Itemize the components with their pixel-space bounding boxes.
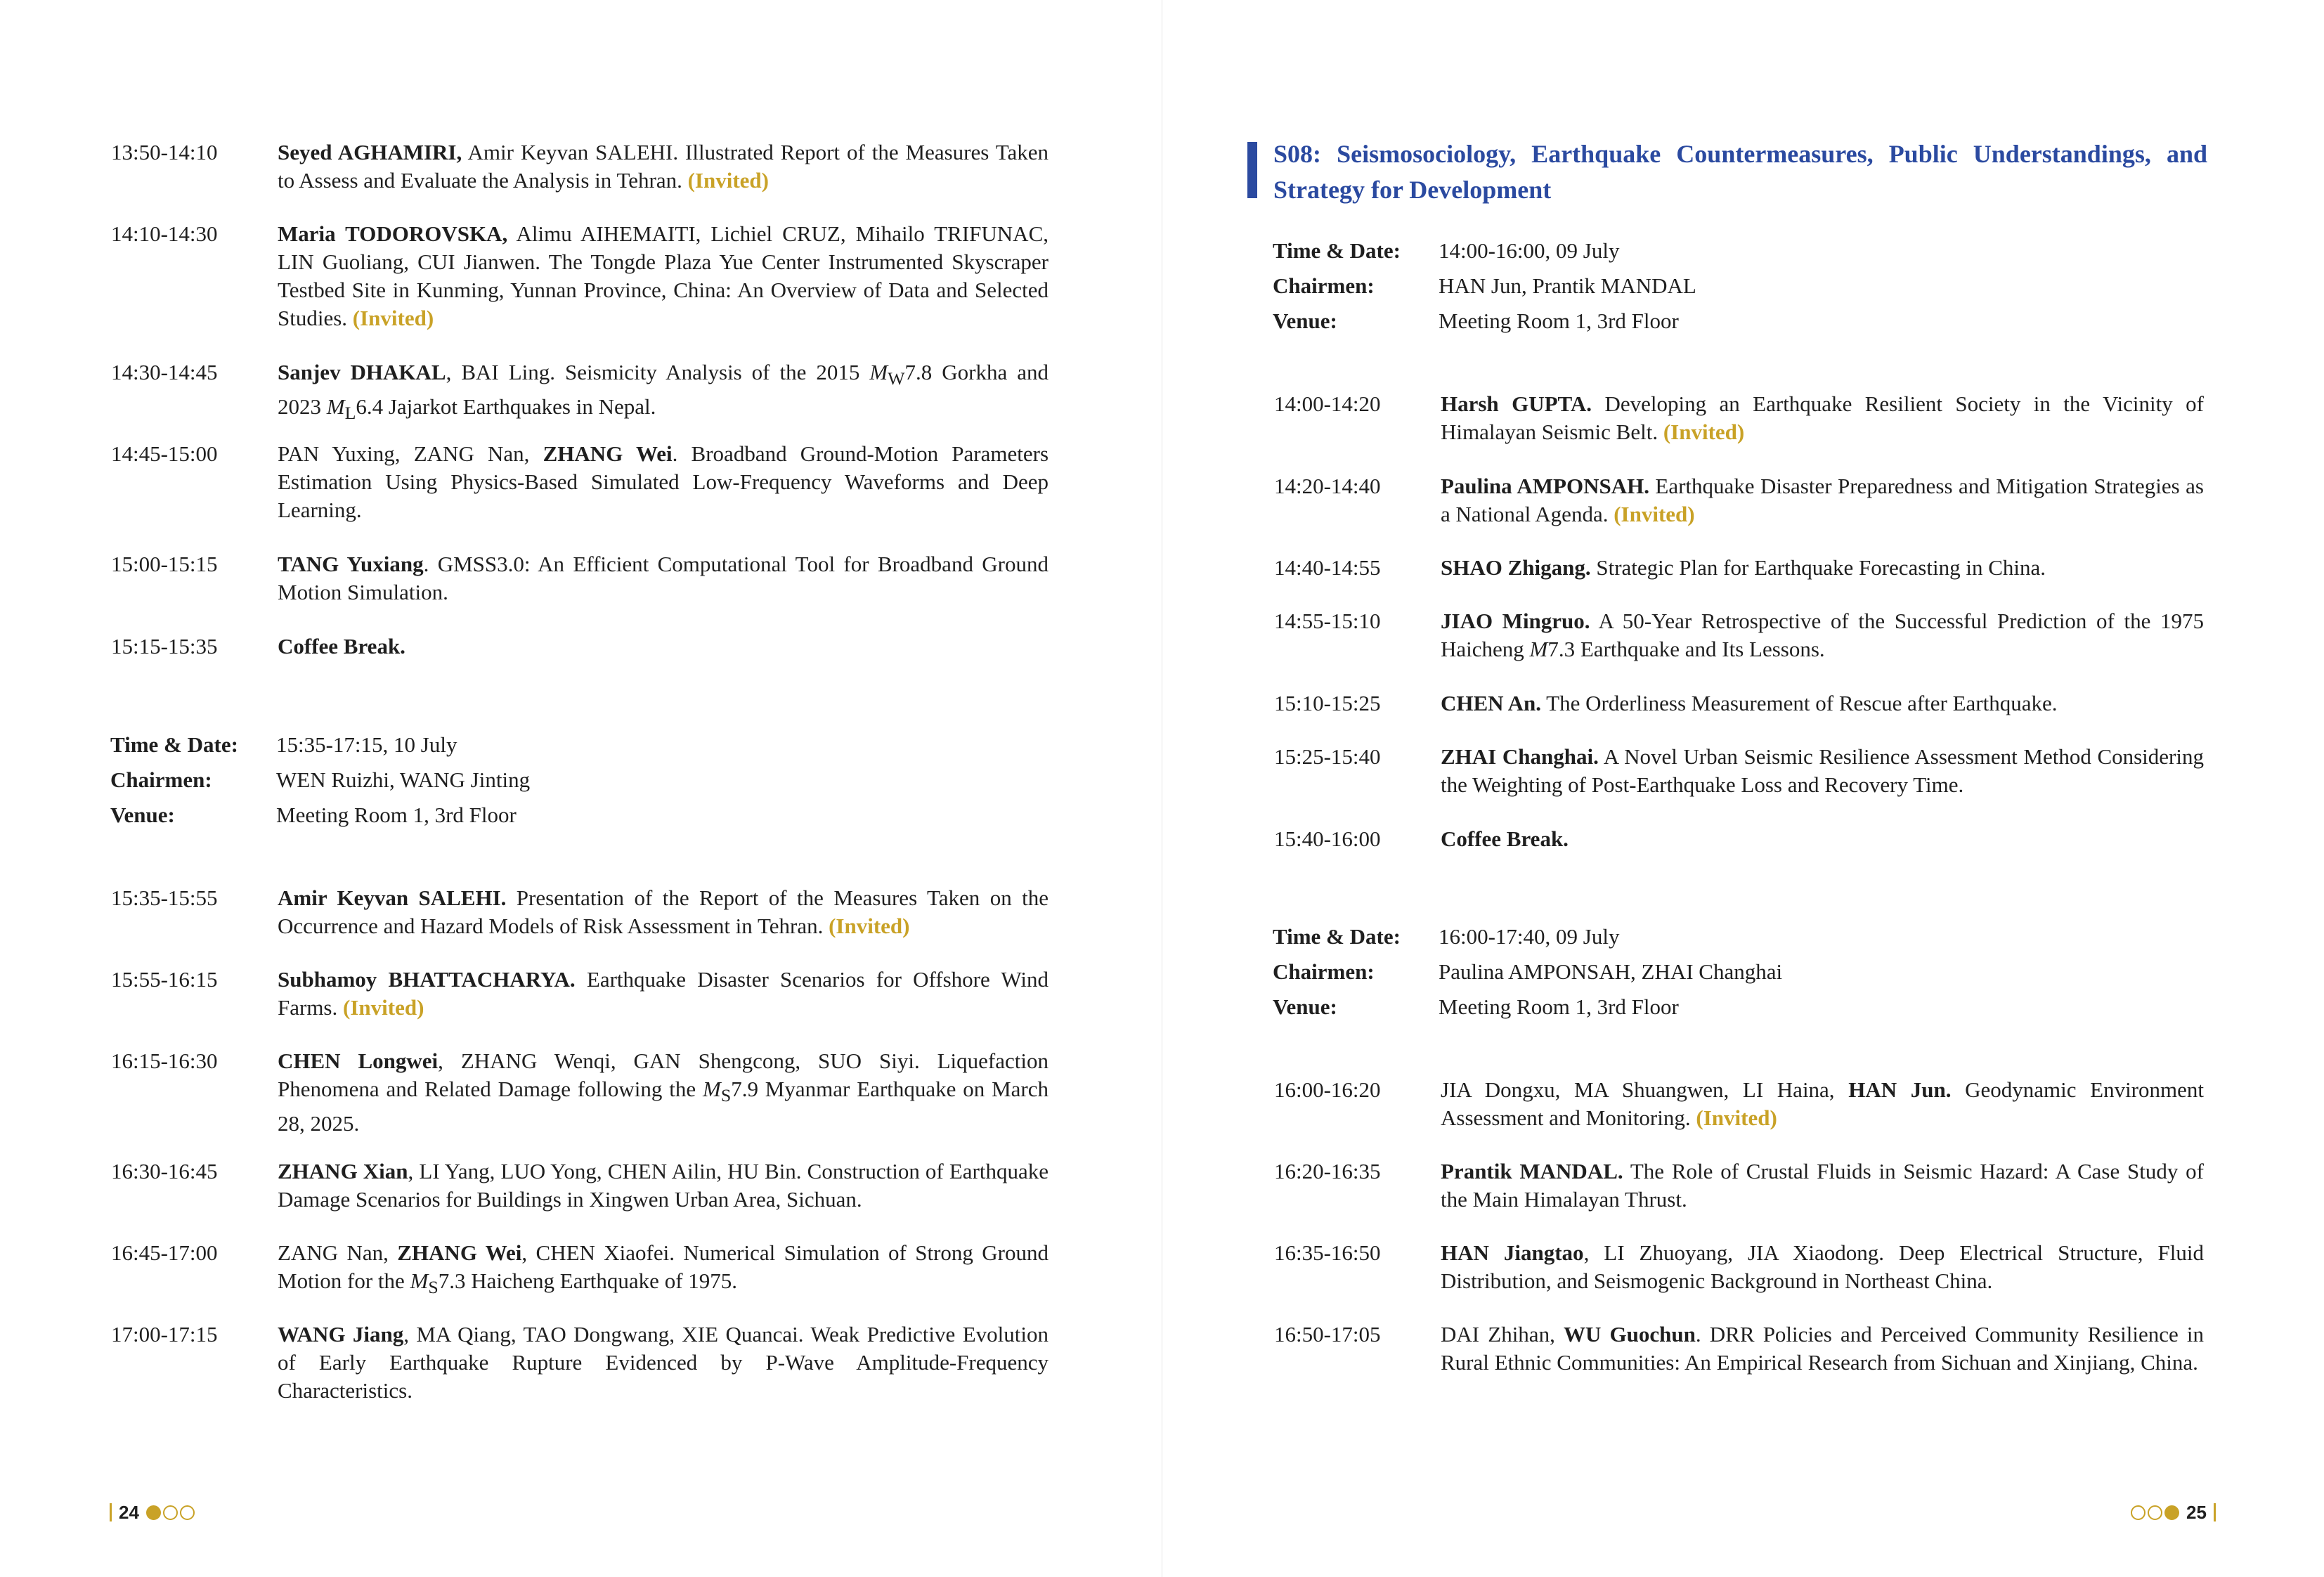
entry-authors: Prantik MANDAL. xyxy=(1441,1159,1623,1183)
entry-text: , LI Zhuoyang, JIA Xiaodong. Deep Electrical Structure, Fluid Distribution, and Seismogenic Background in Northeast China. xyxy=(1441,1240,2204,1293)
entry-description xyxy=(278,884,1049,940)
entry-text: , BAI Ling. Seismicity Analysis of the 2015 xyxy=(446,360,870,384)
entry-text: Amir Keyvan SALEHI. Illustrated Report of the Measures Taken to Assess and Evaluate the Analysis in Tehran. xyxy=(278,140,1049,193)
venue-label: Venue: xyxy=(1273,309,1337,333)
entry-coauthors: JIA Dongxu, MA Shuangwen, LI Haina, xyxy=(1441,1077,1849,1102)
entry-time: 14:45-15:00 xyxy=(111,441,218,466)
entry-text: The Role of Crustal Fluids in Seismic Hazard: A Case Study of the Main Himalayan Thrust. xyxy=(1441,1159,2204,1212)
entry-time: 16:20-16:35 xyxy=(1274,1159,1381,1183)
entry-authors: ZHANG Wei xyxy=(543,441,673,466)
entry-description xyxy=(1441,472,2204,528)
session-accent-bar xyxy=(1247,142,1257,198)
entry-description xyxy=(278,358,1049,427)
entry-authors: CHEN Longwei xyxy=(278,1049,439,1073)
entry-description xyxy=(1441,1157,2204,1214)
dot-icon xyxy=(2131,1505,2146,1520)
entry-authors: HAN Jun. xyxy=(1848,1077,1952,1102)
invited-tag: (Invited) xyxy=(829,914,910,938)
entry-description xyxy=(278,1157,1049,1214)
entry-description xyxy=(278,632,1049,661)
entry-description xyxy=(1441,825,2204,853)
entry-authors: WANG Jiang xyxy=(278,1322,404,1346)
entry-authors: Maria TODOROVSKA, xyxy=(278,221,508,246)
entry-time: 15:35-15:55 xyxy=(111,885,218,910)
entry-time: 16:15-16:30 xyxy=(111,1049,218,1073)
entry-description xyxy=(1441,1076,2204,1132)
magnitude-value: 6.4 xyxy=(356,394,384,420)
invited-tag: (Invited) xyxy=(343,995,424,1020)
entry-authors: Paulina AMPONSAH. xyxy=(1441,474,1649,498)
entry-text: Developing an Earthquake Resilient Society in the Vicinity of Himalayan Seismic Belt. xyxy=(1441,391,2204,444)
entry-text: A 50-Year Retrospective of the Successful Prediction of the 1975 Haicheng xyxy=(1441,609,2204,661)
entry-time: 17:00-17:15 xyxy=(111,1322,218,1346)
entry-text: Earthquake and Its Lessons. xyxy=(1575,637,1825,661)
entry-time: 14:20-14:40 xyxy=(1274,474,1381,498)
entry-text: . DRR Policies and Perceived Community Resilience in Rural Ethnic Communities: An Empirical Research from Sichuan and Xinjiang, China. xyxy=(1441,1322,2204,1375)
entry-authors: ZHAI Changhai. xyxy=(1441,744,1599,769)
magnitude-subscript: L xyxy=(344,403,356,424)
session-meta xyxy=(1273,233,1696,339)
entry-time: 15:00-15:15 xyxy=(111,552,218,576)
magnitude-subscript: S xyxy=(428,1277,439,1298)
magnitude-value: 7.3 xyxy=(1547,637,1576,661)
entry-time: 15:40-16:00 xyxy=(1274,826,1381,851)
entry-text: . GMSS3.0: An Efficient Computational Tool for Broadband Ground Motion Simulation. xyxy=(278,552,1049,604)
entry-text: Geodynamic Environment Assessment and Monitoring. xyxy=(1441,1077,2204,1130)
entry-coauthors: PAN Yuxing, ZANG Nan, xyxy=(278,441,543,466)
page-footer xyxy=(110,1502,195,1523)
entry-time: 16:50-17:05 xyxy=(1274,1322,1381,1346)
entry-time: 15:25-15:40 xyxy=(1274,744,1381,769)
entry-authors: HAN Jiangtao xyxy=(1441,1240,1584,1265)
chairmen-value: HAN Jun, Prantik MANDAL xyxy=(1439,273,1696,298)
entry-coauthors: ZANG Nan, xyxy=(278,1240,398,1265)
right-page xyxy=(1162,0,2324,1577)
dot-icon xyxy=(163,1505,178,1520)
entry-text: , LI Yang, LUO Yong, CHEN Ailin, HU Bin. Construction of Earthquake Damage Scenarios for Buildings in Xingwen Urban Area, Sichuan. xyxy=(278,1159,1049,1212)
entry-authors: Sanjev DHAKAL xyxy=(278,360,446,384)
entry-text: , MA Qiang, TAO Dongwang, XIE Quancai. Weak Predictive Evolution of Early Earthquake Rupture Evidenced by P-Wave Amplitude-Frequency Characteristics. xyxy=(278,1322,1049,1403)
entry-authors: JIAO Mingruo. xyxy=(1441,609,1590,633)
magnitude-symbol: M xyxy=(410,1268,429,1293)
entry-time: 16:35-16:50 xyxy=(1274,1240,1381,1265)
magnitude-value: 7.9 xyxy=(731,1077,758,1101)
entry-description xyxy=(278,1320,1049,1405)
entry-time: 14:10-14:30 xyxy=(111,221,218,246)
entry-authors: Harsh GUPTA. xyxy=(1441,391,1592,416)
invited-tag: (Invited) xyxy=(1614,502,1695,526)
entry-time: 15:15-15:35 xyxy=(111,634,218,658)
entry-description xyxy=(1441,390,2204,446)
time-date-label: Time & Date: xyxy=(1273,924,1401,949)
entry-authors: TANG Yuxiang xyxy=(278,552,424,576)
session-title: S08: Seismosociology, Earthquake Countermeasures, Public Understandings, and Strategy for Development xyxy=(1273,140,2207,204)
entry-text: The Orderliness Measurement of Rescue after Earthquake. xyxy=(1540,691,2058,715)
magnitude-value: 7.8 xyxy=(904,360,933,384)
footer-divider xyxy=(110,1503,112,1521)
coffee-break: Coffee Break. xyxy=(278,634,405,658)
entry-text: A Novel Urban Seismic Resilience Assessment Method Considering the Weighting of Post-Earthquake Loss and Recovery Time. xyxy=(1441,744,2204,797)
entry-authors: SHAO Zhigang. xyxy=(1441,555,1591,580)
magnitude-symbol: M xyxy=(702,1077,721,1101)
entry-text: Strategic Plan for Earthquake Forecasting in China. xyxy=(1590,555,2046,580)
chairmen-value: WEN Ruizhi, WANG Jinting xyxy=(276,767,531,792)
entry-authors: ZHANG Xian xyxy=(278,1159,408,1183)
time-date-value: 15:35-17:15, 10 July xyxy=(276,732,457,757)
venue-value: Meeting Room 1, 3rd Floor xyxy=(1439,309,1679,333)
chairmen-label: Chairmen: xyxy=(1273,273,1375,298)
magnitude-subscript: W xyxy=(888,368,905,389)
entry-time: 16:45-17:00 xyxy=(111,1240,218,1265)
entry-text: Gorkha and 2023 xyxy=(278,360,1049,420)
entry-authors: WU Guochun xyxy=(1563,1322,1696,1346)
dot-icon xyxy=(180,1505,195,1520)
dot-icon xyxy=(2148,1505,2162,1520)
session-meta xyxy=(110,727,530,833)
magnitude-subscript: S xyxy=(720,1085,732,1106)
session-meta xyxy=(1273,919,1782,1025)
venue-label: Venue: xyxy=(110,803,175,827)
chairmen-label: Chairmen: xyxy=(110,767,212,792)
dot-icon xyxy=(146,1505,161,1520)
entry-text: , ZHANG Wenqi, GAN Shengcong, SUO Siyi. Liquefaction Phenomena and Related Damage following the xyxy=(278,1049,1049,1101)
time-date-label: Time & Date: xyxy=(1273,238,1401,263)
entry-time: 16:00-16:20 xyxy=(1274,1077,1381,1102)
page-dots xyxy=(146,1505,195,1520)
entry-authors: Amir Keyvan SALEHI. xyxy=(278,885,507,910)
time-date-value: 14:00-16:00, 09 July xyxy=(1439,238,1620,263)
venue-value: Meeting Room 1, 3rd Floor xyxy=(1439,994,1679,1019)
entry-text: Earthquake Disaster Preparedness and Mitigation Strategies as a National Agenda. xyxy=(1441,474,2205,526)
venue-value: Meeting Room 1, 3rd Floor xyxy=(276,803,517,827)
entry-time: 14:30-14:45 xyxy=(111,360,218,384)
entry-text: Haicheng Earthquake of 1975. xyxy=(465,1268,738,1293)
invited-tag: (Invited) xyxy=(1696,1105,1777,1130)
magnitude-symbol: M xyxy=(1529,637,1548,661)
entry-time: 14:55-15:10 xyxy=(1274,609,1381,633)
entry-text: Myanmar Earthquake on March 28, 2025. xyxy=(278,1077,1049,1136)
entry-description xyxy=(278,138,1049,195)
entry-description xyxy=(1441,607,2204,663)
entry-description xyxy=(1441,1320,2204,1377)
entry-time: 15:10-15:25 xyxy=(1274,691,1381,715)
entry-description xyxy=(278,1047,1049,1138)
invited-tag: (Invited) xyxy=(1663,420,1745,444)
entry-authors: Subhamoy BHATTACHARYA. xyxy=(278,967,576,992)
entry-description xyxy=(278,440,1049,524)
page-footer xyxy=(2131,1502,2216,1523)
venue-label: Venue: xyxy=(1273,994,1337,1019)
magnitude-symbol: M xyxy=(326,394,345,420)
entry-coauthors: DAI Zhihan, xyxy=(1441,1322,1564,1346)
page-number: 25 xyxy=(2186,1502,2207,1523)
chairmen-label: Chairmen: xyxy=(1273,959,1375,984)
entry-description xyxy=(278,550,1049,606)
entry-description xyxy=(1441,1239,2204,1295)
time-date-value: 16:00-17:40, 09 July xyxy=(1439,924,1620,949)
entry-text: . Broadband Ground-Motion Parameters Estimation Using Physics-Based Simulated Low-Frequency Waveforms and Deep Learning. xyxy=(278,441,1049,522)
entry-description xyxy=(278,966,1049,1022)
dot-icon xyxy=(2164,1505,2179,1520)
magnitude-value: 7.3 xyxy=(438,1268,466,1293)
invited-tag: (Invited) xyxy=(352,306,434,330)
entry-description xyxy=(1441,554,2204,582)
entry-authors: ZHANG Wei xyxy=(397,1240,522,1265)
entry-description xyxy=(278,1239,1049,1302)
entry-authors: CHEN An. xyxy=(1441,691,1541,715)
entry-description xyxy=(278,220,1049,332)
entry-time: 13:50-14:10 xyxy=(111,140,218,164)
invited-tag: (Invited) xyxy=(687,168,769,193)
footer-divider xyxy=(2214,1503,2216,1521)
entry-text: Earthquake Disaster Scenarios for Offshore Wind Farms. xyxy=(278,967,1049,1020)
entry-description xyxy=(1441,743,2204,799)
page-number: 24 xyxy=(119,1502,139,1523)
entry-time: 16:30-16:45 xyxy=(111,1159,218,1183)
page-dots xyxy=(2131,1505,2179,1520)
time-date-label: Time & Date: xyxy=(110,732,238,757)
chairmen-value: Paulina AMPONSAH, ZHAI Changhai xyxy=(1439,959,1783,984)
entry-time: 15:55-16:15 xyxy=(111,967,218,992)
entry-time: 14:40-14:55 xyxy=(1274,555,1381,580)
entry-description xyxy=(1441,689,2204,718)
entry-authors: Seyed AGHAMIRI, xyxy=(278,140,462,164)
entry-text: Jajarkot Earthquakes in Nepal. xyxy=(383,394,656,420)
entry-time: 14:00-14:20 xyxy=(1274,391,1381,416)
coffee-break: Coffee Break. xyxy=(1441,826,1569,851)
magnitude-symbol: M xyxy=(869,360,888,384)
entry-text: Presentation of the Report of the Measures Taken on the Occurrence and Hazard Models of Risk Assessment in Tehran. xyxy=(278,885,1049,938)
entry-text: , CHEN Xiaofei. Numerical Simulation of Strong Ground Motion for the xyxy=(278,1240,1049,1293)
entry-text: Alimu AIHEMAITI, Lichiel CRUZ, Mihailo TRIFUNAC, LIN Guoliang, CUI Jianwen. The Tongde Plaza Yue Center Instrumented Skyscraper Testbed Site in Kunming, Yunnan Province, China: An Overview of Data and Selected Studies. xyxy=(278,221,1049,330)
